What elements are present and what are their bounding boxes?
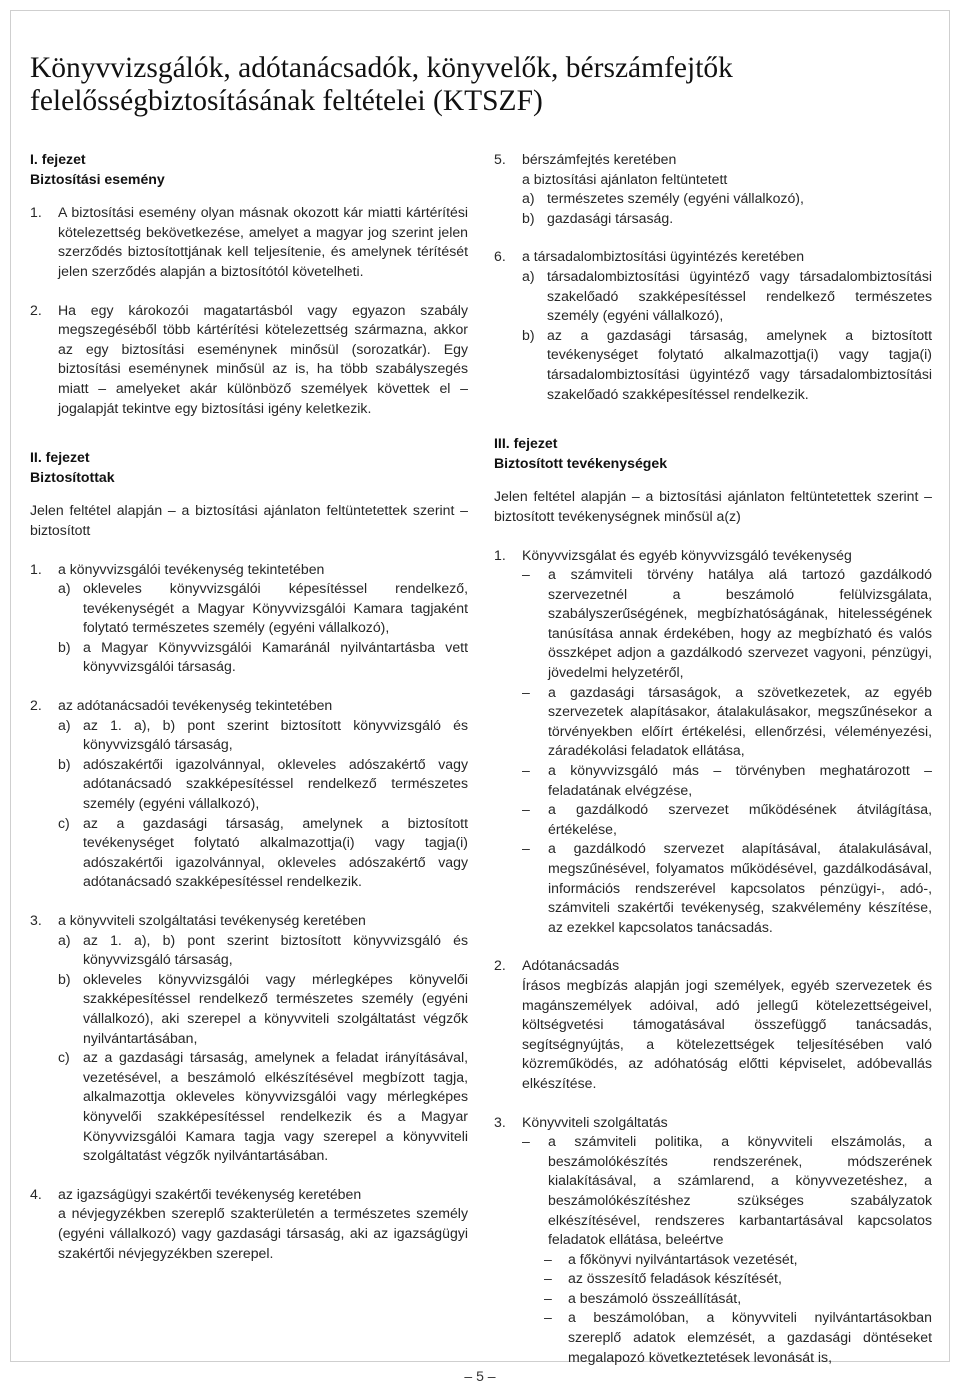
dash-item: – a könyvvizsgáló más – törvényben meghatározott – feladatának elvégzése, (522, 762, 932, 798)
chapter-heading: Biztosítási esemény (30, 170, 165, 187)
dash-subitem: – az összesítő feladások készítését, (544, 1270, 782, 1287)
dash-item: – a gazdasági társaságok, a szövetkezetek, az egyéb szervezetek alapításakor, átalakulásakor, megszűnésekor a törvényekben előírt értékelési, ellenőrzési, véleményezési, záradékolási feladatok ellátása, (522, 683, 932, 759)
left-column (30, 150, 468, 1263)
list-item: 5. bérszámfejtés keretében (494, 151, 677, 167)
sub-item: b) az a gazdasági társaság, amelynek a biztosított tevékenységet folytató alkalmazottja(i) vagy tagja(i) társadalombiztosítási ügyintéző vagy társadalombiztosítási szakelőadó szakképesítéssel rendelkezik. (522, 326, 932, 402)
chapter-number: III. fejezet (494, 435, 558, 452)
list-item: 3. a könyvviteli szolgáltatási tevékenység keretében (30, 912, 366, 928)
sub-item: c) az a gazdasági társaság, amelynek a biztosított tevékenységet folytató alkalmazottja(i) vagy tagja(i) adószakértői igazolvánnyal, okleveles adószakértő vagy adótanácsadó szakképesítéssel rendelkezik. (58, 814, 468, 890)
sub-item: c) az a gazdasági társaság, amelynek a feladat irányításával, vezetésével, a beszámoló elkészítésével megbízott tagja, alkalmazottja okleveles könyvvizsgálói vagy mérlegképes könyvelői szakképesítéssel rendelkezik és a Magyar Könyvvizsgálói Kamara tagja vagy szerepel a könyvviteli szolgáltatást végzők nyilvántartásában. (58, 1049, 468, 1164)
chapter-number: II. fejezet (30, 449, 90, 466)
page-number: – 5 – (464, 1368, 496, 1384)
list-item: 1. a könyvvizsgálói tevékenység tekintetében (30, 560, 325, 577)
list-item: 3. Könyvviteli szolgáltatás (494, 1113, 668, 1130)
list-item-text: a névjegyzékben szereplő szakterületén a természetes személy (egyéni vállalkozó) vagy gazdasági társaság, aki az igazságügyi szakértői névjegyzékben szerepel. (58, 1205, 468, 1261)
chapter-heading: Biztosított tevékenységek (494, 454, 668, 471)
dash-subitem: – a főkönyvi nyilvántartások vezetését, (544, 1250, 798, 1267)
list-item-text: a biztosítási ajánlaton feltüntetett (522, 170, 728, 187)
sub-item: a) az 1. a), b) pont szerint biztosított könyvvizsgáló és könyvvizsgáló társaság, (58, 931, 468, 968)
chapter-2-header (30, 448, 468, 487)
dash-item: – a gazdálkodó szervezet működésének átvilágítása, értékelése, (522, 801, 932, 837)
sub-item: a) természetes személy (egyéni vállalkozó), (522, 190, 804, 207)
chapter-1-header (30, 150, 468, 189)
dash-item: – a gazdálkodó szervezet alapításával, átalakulásával, megszűnésével, folyamatos működésével, gazdálkodásával, információs rendszerével kapcsolatos pénzügyi-, adó-, számviteli szakértői tevékenység, szakvélemény készítése, az ezekkel kapcsolatos tanácsadás. (522, 840, 932, 935)
sub-item: a) okleveles könyvvizsgálói képesítéssel rendelkező, tevékenységét a Magyar Könyvvizsgálói Kamara tagjaként folytató természetes személy (egyéni vállalkozó), (58, 580, 468, 636)
section-1-2: 2. Ha egy károkozói magatartásból vagy egyazon szabály megszegéséből több kártérítési kötelezettség származna, akkor az egy biztosítási eseménynek minősül (sorozatkár). Egy biztosítási eseménynek minősül az is, ha több szabályszegés miatt – amelyeket akár különböző személyek követtek el – jogalapját tekintve egy biztosítási igény keletkezik. (30, 301, 468, 419)
paragraph: A biztosítási esemény olyan másnak okozott kár miatti kártérítési kötelezettség bekövetkezése, amelyet a magyar jog szerint jelen szerződés biztosítottjának kell teljesítenie, és amelynek térítését jelen szerződés alapján a biztosítótól követelheti. (58, 204, 468, 279)
chapter-number: I. fejezet (30, 151, 86, 167)
dash-subitem: – a beszámolóban, a könyvviteli nyilvántartásokban szereplő adatok elemzését, a gazdasági döntéseket megalapozó következtetések levonását is, (544, 1309, 932, 1365)
sub-item: b) adószakértői igazolvánnyal, okleveles adószakértő vagy adótanácsadó szakképesítéssel rendelkező természetes személy (egyéni vállalkozó), (58, 755, 468, 812)
list-item-text: Írásos megbízás alapján jogi személyek, egyéb szervezetek és magánszemélyek adóival, adó jellegű kötelezettségeivel, költségvetési támogatásával összefüggő tanácsadás, segítségnyújtás, a kötelezettségek teljesítésében való közreműködés, az adóhatóság előtti képviselet, adóbevallás elkészítése. (522, 976, 932, 1091)
chapter-intro: Jelen feltétel alapján – a biztosítási ajánlaton feltüntetettek szerint – biztosított (30, 502, 468, 538)
list-item: 4. az igazságügyi szakértői tevékenység keretében (30, 1185, 362, 1202)
page-title: Könyvvizsgálók, adótanácsadók, könyvelők, bérszámfejtők felelősségbiztosításának feltételei (KTSZF) (30, 51, 733, 117)
list-item: 6. a társadalombiztosítási ügyintézés keretében (494, 248, 805, 265)
dash-item: – a számviteli politika, a könyvviteli elszámolás, a beszámolókészítés rendszerének, módszerének kialakításával, a számlarend, a könyvvezetéshez, a beszámolókészítéshez szükséges szabályzatok elkészítésével, rendszeres karbantartásával kapcsolatos feladatok ellátása, beleértve (522, 1133, 932, 1248)
chapter-intro: Jelen feltétel alapján – a biztosítási ajánlaton feltüntetettek szerint – biztosított tevékenységnek minősül a(z) (494, 488, 932, 524)
dash-item: – a számviteli törvény hatálya alá tartozó gazdálkodó szervezetnél a beszámoló felülvizsgálata, szabályszerűségének, megbízhatóságának, hitelességének tanúsítása annak érdekében, hogy az megbízható és valós összképet adjon a gazdálkodó szervezet vagyoni, pénzügyi, jövedelmi helyzetéről, (522, 566, 932, 681)
section-1-1: 1. A biztosítási esemény olyan másnak okozott kár miatti kártérítési kötelezettség bekövetkezése, amelyet a magyar jog szerint jelen szerződés biztosítottjának kell teljesítenie, és amelynek térítését jelen szerződés alapján a biztosítótól követelheti. (30, 203, 468, 281)
paragraph: Ha egy károkozói magatartásból vagy egyazon szabály megszegéséből több kártérítési kötelezettség származna, akkor az egy biztosítási eseménynek minősül (sorozatkár). Egy biztosítási eseménynek minősül az is, ha több szabályszegés miatt – amelyeket akár különböző személyek követtek el – jogalapját tekintve egy biztosítási igény keletkezik. (58, 301, 468, 416)
right-column (494, 150, 932, 1367)
list-item: 1. Könyvvizsgálat és egyéb könyvvizsgáló tevékenység (494, 546, 852, 563)
dash-subitem: – a beszámoló összeállítását, (544, 1289, 742, 1306)
sub-item: b) okleveles könyvvizsgálói vagy mérlegképes könyvelői szakképesítéssel rendelkező természetes személy (egyéni vállalkozó), aki szerepel a könyvviteli szolgáltatást végzők nyilvántartásában, (58, 970, 468, 1046)
list-item: 2. az adótanácsadói tevékenység tekintetében (30, 697, 333, 714)
sub-item: a) az 1. a), b) pont szerint biztosított könyvvizsgáló és könyvvizsgáló társaság, (58, 716, 468, 753)
chapter-3-header (494, 434, 932, 473)
chapter-heading: Biztosítottak (30, 468, 115, 485)
sub-item: b) gazdasági társaság. (522, 209, 674, 226)
sub-item: b) a Magyar Könyvvizsgálói Kamaránál nyilvántartásba vett könyvvizsgálói társaság. (58, 638, 468, 675)
sub-item: a) társadalombiztosítási ügyintéző vagy társadalombiztosítási szakelőadó szakképesítéssel rendelkező természetes személy (egyéni vállalkozó), (522, 267, 932, 324)
list-item: 2. Adótanácsadás (494, 957, 620, 974)
